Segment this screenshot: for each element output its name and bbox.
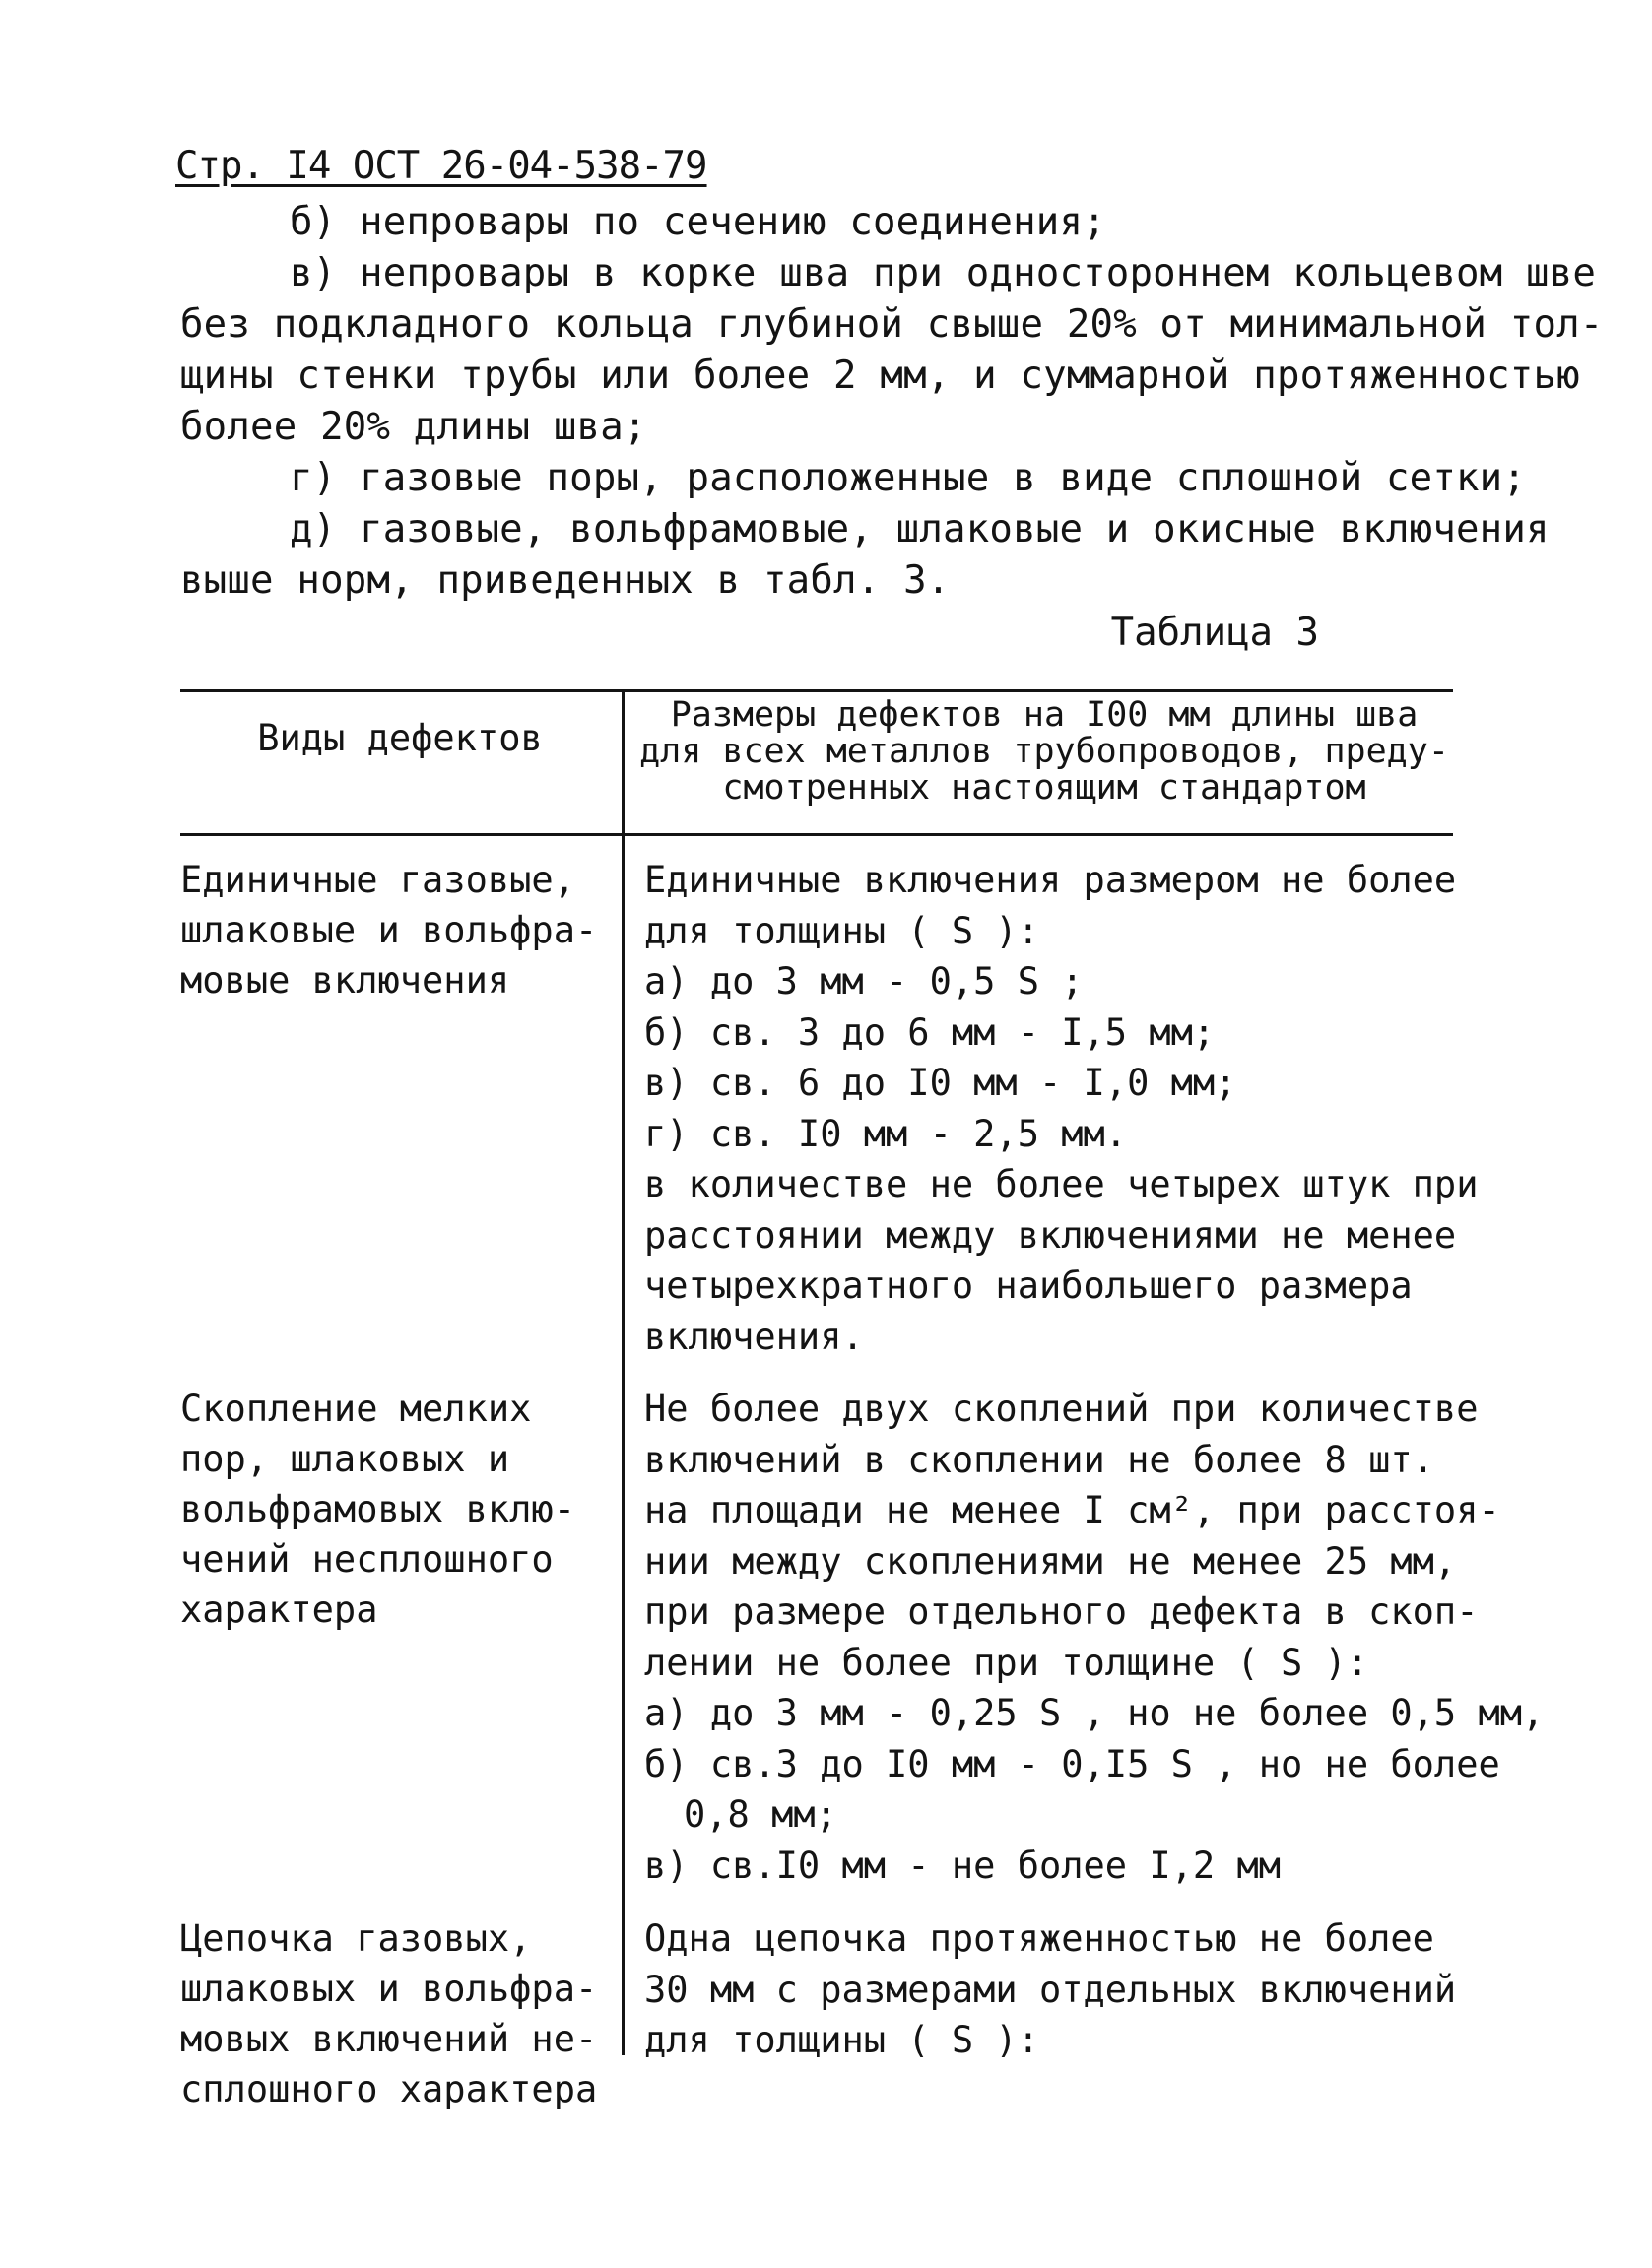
- cell-line: Не более двух скоплений при количестве: [644, 1388, 1479, 1430]
- cell-line: 30 мм с размерами отдельных включений: [644, 1968, 1457, 2011]
- cell-line: Цепочка газовых,: [180, 1917, 532, 1960]
- text-line: более 20% длины шва;: [180, 405, 647, 449]
- cell-line: шлаковые и вольфра-: [180, 909, 598, 951]
- table-top-rule: [180, 689, 1453, 692]
- cell-line: расстоянии между включениями не менее: [644, 1213, 1457, 1257]
- cell-line: лении не более при толщине ( S ):: [644, 1641, 1369, 1684]
- cell-line: для толщины ( S ):: [644, 909, 1039, 952]
- cell-line: г) св. I0 мм - 2,5 мм.: [644, 1112, 1128, 1155]
- cell-line: в количестве не более четырех штук при: [644, 1163, 1479, 1205]
- cell-line: б) св.3 до I0 мм - 0,I5 S , но не более: [644, 1742, 1500, 1785]
- text-line: в) непровары в корке шва при одностороннем кольцевом шве: [290, 251, 1597, 295]
- cell-line: четырехкратного наибольшего размера: [644, 1264, 1413, 1307]
- cell-line: в) св. 6 до I0 мм - I,0 мм;: [644, 1062, 1237, 1104]
- cell-line: на площади не менее I см², при расстоя-: [644, 1489, 1500, 1531]
- cell-line: мовые включения: [180, 959, 510, 1002]
- table-column-divider: [622, 691, 625, 2055]
- defect-type-cell: [180, 1384, 614, 1635]
- column-header-defect-sizes: [635, 697, 1453, 807]
- cell-line: 0,8 мм;: [684, 1793, 837, 1836]
- defect-size-cell: [644, 1384, 1545, 1891]
- cell-line: б) св. 3 до 6 мм - I,5 мм;: [644, 1010, 1216, 1054]
- cell-line: Единичные газовые,: [180, 859, 575, 901]
- cell-line: включений в скоплении не более 8 шт.: [644, 1438, 1434, 1481]
- text-line: д) газовые, вольфрамовые, шлаковые и окисные включения: [290, 507, 1550, 551]
- cell-line: сплошного характера: [180, 2068, 598, 2110]
- cell-line: Одна цепочка протяженностью не более: [644, 1917, 1434, 1960]
- cell-line: нии между скоплениями не менее 25 мм,: [644, 1539, 1457, 1583]
- cell-line: шлаковых и вольфра-: [180, 1968, 598, 2010]
- cell-line: а) до 3 мм - 0,5 S ;: [644, 960, 1084, 1003]
- defect-size-cell: [644, 1913, 1511, 2066]
- defect-type-cell: [180, 855, 614, 1005]
- cell-line: в) св.I0 мм - не более I,2 мм: [644, 1844, 1282, 1887]
- cell-line: чений несплошного: [180, 1538, 554, 1581]
- defect-size-cell: [644, 855, 1511, 1362]
- text-line: б) непровары по сечению соединения;: [290, 200, 1106, 244]
- cell-line: пор, шлаковых и: [180, 1438, 510, 1480]
- table-header-rule: [180, 833, 1453, 836]
- defect-type-cell: [180, 1913, 614, 2114]
- page-header: Стр. I4 ОСТ 26-04-538-79: [175, 144, 707, 188]
- table-label: Таблица 3: [1110, 611, 1319, 655]
- text-line: выше норм, приведенных в табл. 3.: [180, 558, 951, 603]
- cell-line: при размере отдельного дефекта в скоп-: [644, 1590, 1479, 1633]
- cell-line: Скопление мелких: [180, 1388, 532, 1430]
- cell-line: а) до 3 мм - 0,25 S , но не более 0,5 мм,: [644, 1692, 1545, 1734]
- cell-line: Единичные включения размером не более: [644, 859, 1457, 901]
- text-line: г) газовые поры, расположенные в виде сплошной сетки;: [290, 456, 1527, 500]
- cell-line: мовых включений не-: [180, 2018, 598, 2060]
- cell-line: включения.: [644, 1315, 864, 1358]
- cell-line: характера: [180, 1588, 378, 1631]
- column-header-defect-types: Виды дефектов: [257, 717, 543, 759]
- column-header-line: смотренных настоящим стандартом: [722, 768, 1366, 808]
- cell-line: для толщины ( S ):: [644, 2019, 1039, 2061]
- text-line: без подкладного кольца глубиной свыше 20% от минимальной тол-: [180, 302, 1604, 347]
- column-header-line: Размеры дефектов на I00 мм длины шва: [670, 695, 1419, 735]
- cell-line: вольфрамовых вклю-: [180, 1488, 575, 1530]
- text-line: щины стенки трубы или более 2 мм, и суммарной протяженностью: [180, 354, 1580, 398]
- column-header-line: для всех металлов трубопроводов, преду-: [639, 732, 1449, 771]
